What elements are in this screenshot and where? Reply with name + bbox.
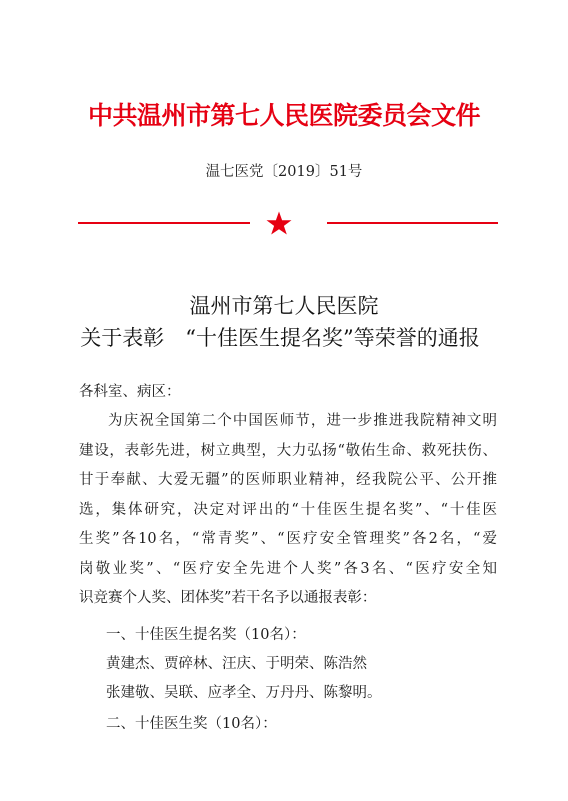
red-star-icon xyxy=(266,211,292,235)
award-names-line: 黄建杰、贾碎林、汪庆、于明荣、陈浩然 xyxy=(106,656,367,672)
divider-line-right xyxy=(327,222,498,224)
header-divider xyxy=(78,211,498,235)
divider-line-left xyxy=(78,222,250,224)
section-heading-1: 一、十佳医生提名奖（10名）： xyxy=(106,627,306,643)
main-paragraph xyxy=(79,407,497,614)
paragraph-line: 建设，表彰先进，树立典型，大力弘扬“敬佑生命、救死扶伤、 xyxy=(79,442,497,459)
notice-title-line2: 关于表彰 “十佳医生提名奖”等荣誉的通报 xyxy=(80,326,480,350)
paragraph-line: 岗敬业奖”、“医疗安全先进个人奖”各3名、“医疗安全知 xyxy=(79,560,497,577)
organization-header: 中共温州市第七人民医院委员会文件 xyxy=(87,101,480,130)
salutation: 各科室、病区： xyxy=(79,384,181,400)
paragraph-line: 生奖”各10名，“常青奖”、“医疗安全管理奖”各2名，“爱 xyxy=(79,531,497,547)
document-number: 温七医党〔2019〕51号 xyxy=(205,164,363,180)
paragraph-line: 甘于奉献、大爱无疆”的医师职业精神，经我院公平、公开推 xyxy=(79,472,497,488)
paragraph-line: 识竞赛个人奖、团体奖”若干名予以通报表彰： xyxy=(79,590,377,606)
paragraph-line: 为庆祝全国第二个中国医师节，进一步推进我院精神文明 xyxy=(108,413,497,429)
paragraph-line: 选，集体研究，决定对评出的“十佳医生提名奖”、“十佳医 xyxy=(79,501,497,518)
award-names-line: 张建敬、吴联、应孝全、万丹丹、陈黎明。 xyxy=(106,685,382,701)
section-heading-2: 二、十佳医生奖（10名）： xyxy=(106,716,277,732)
notice-title-line1: 温州市第七人民医院 xyxy=(189,294,379,318)
